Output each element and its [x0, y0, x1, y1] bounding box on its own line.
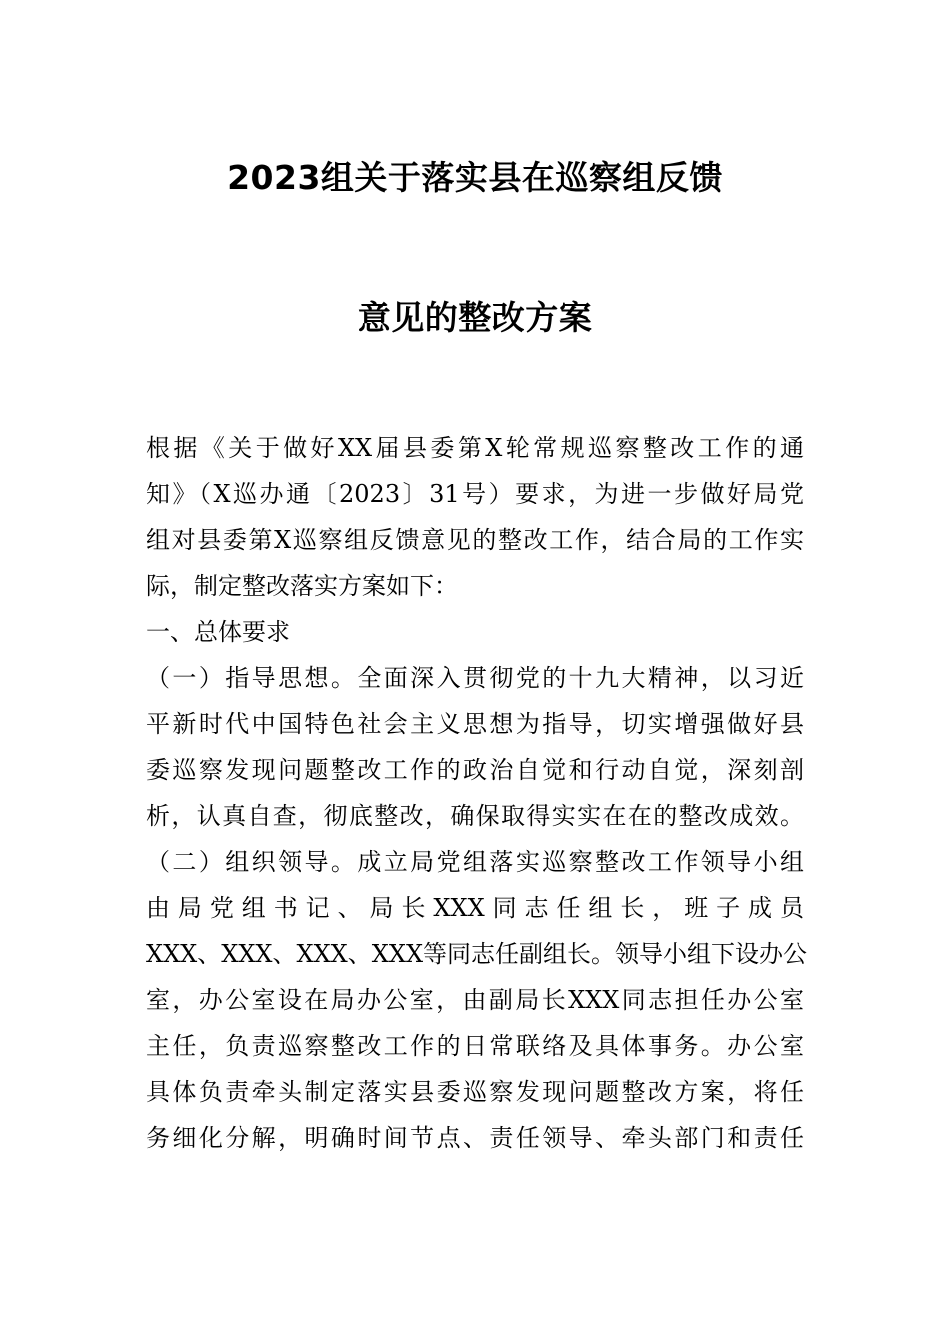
document-title-line-2: 意见的整改方案	[357, 298, 593, 337]
body-line: 组对县委第X巡察组反馈意见的整改工作，结合局的工作实	[146, 526, 804, 554]
body-line: （二）组织领导。成立局党组落实巡察整改工作领导小组	[146, 848, 804, 876]
body-line: 析，认真自查，彻底整改，确保取得实实在在的整改成效。	[146, 802, 804, 830]
body-line: 主任，负责巡察整改工作的日常联络及具体事务。办公室	[146, 1032, 804, 1060]
body-line: XXX、XXX、XXX、XXX等同志任副组长。领导小组下设办公	[146, 940, 808, 968]
body-line: 平新时代中国特色社会主义思想为指导，切实增强做好县	[146, 710, 804, 738]
body-line: 具体负责牵头制定落实县委巡察发现问题整改方案，将任	[146, 1078, 804, 1106]
document-title-line-1: 2023组关于落实县在巡察组反馈	[227, 158, 723, 197]
body-line: 根据《关于做好XX届县委第X轮常规巡察整改工作的通	[146, 434, 804, 462]
section-heading: 一、总体要求	[146, 618, 290, 646]
body-line: 务细化分解，明确时间节点、责任领导、牵头部门和责任	[146, 1124, 804, 1152]
body-line: 知》（X巡办通〔2023〕31号）要求，为进一步做好局党	[146, 480, 804, 508]
body-line: 委巡察发现问题整改工作的政治自觉和行动自觉，深刻剖	[146, 756, 804, 784]
body-line: 际，制定整改落实方案如下：	[146, 572, 458, 600]
document-body	[146, 425, 808, 1161]
body-line: （一）指导思想。全面深入贯彻党的十九大精神，以习近	[146, 664, 804, 692]
body-line: 室，办公室设在局办公室，由副局长XXX同志担任办公室	[146, 986, 804, 1014]
body-line: 由局党组书记、局长XXX同志任组长，班子成员	[146, 894, 804, 922]
